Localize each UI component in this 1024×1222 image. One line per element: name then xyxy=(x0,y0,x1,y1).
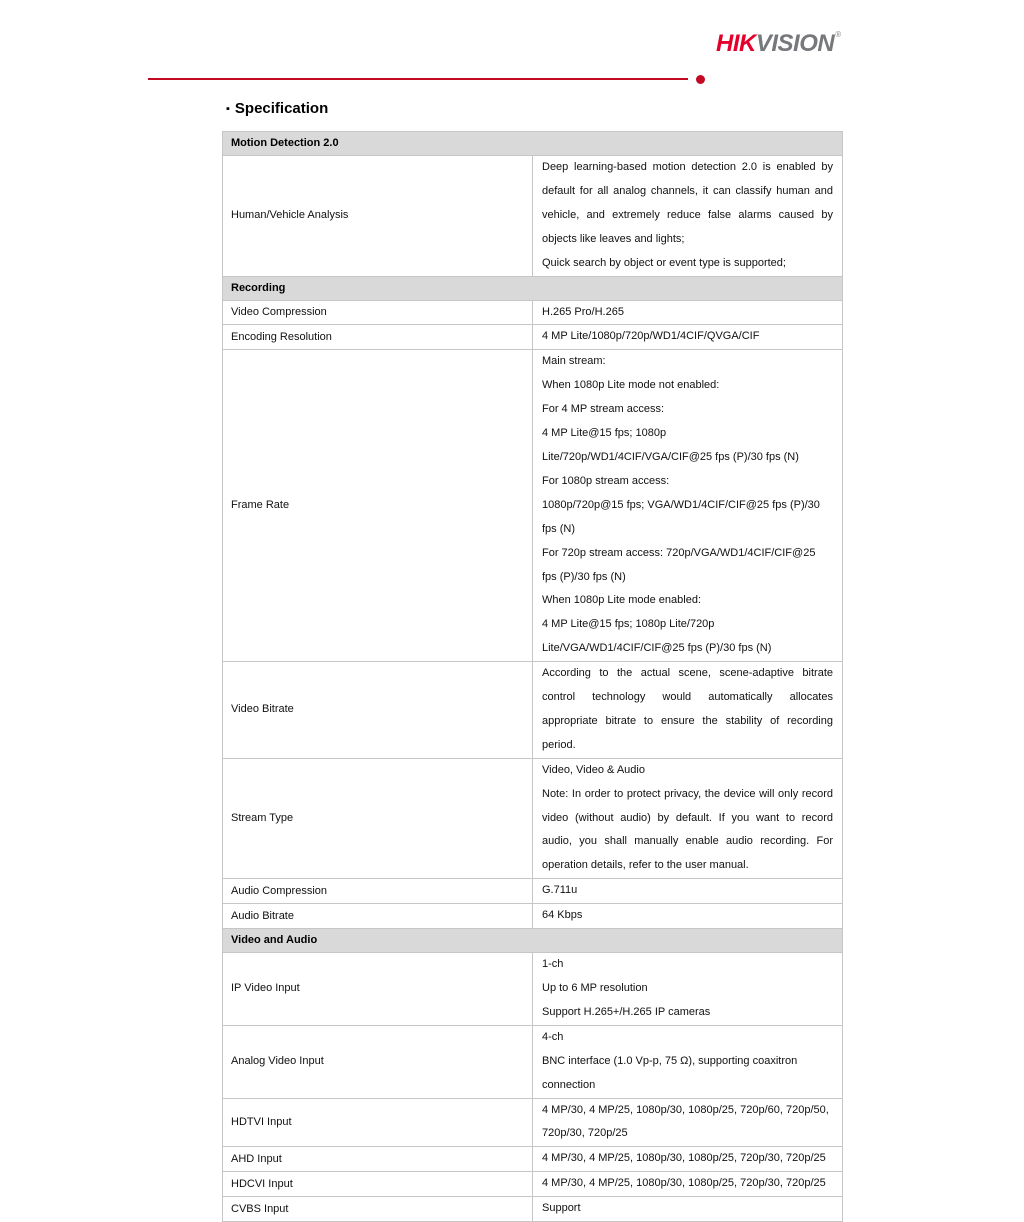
spec-label-cell: CVBS Input xyxy=(223,1197,533,1222)
header-rule-dot-icon xyxy=(696,75,705,84)
spec-value-line: Note: In order to protect privacy, the device will only record video (without audio) by default. If you want to record audio, you shall manually enable audio recording. For operation details, refer to the user manual. xyxy=(542,787,833,872)
spec-row xyxy=(223,1025,843,1098)
spec-value-cell xyxy=(533,904,843,929)
spec-value-cell xyxy=(533,1025,843,1098)
spec-value-cell xyxy=(533,758,843,879)
spec-value-line: Video, Video & Audio xyxy=(542,763,645,776)
spec-value-line: When 1080p Lite mode not enabled: xyxy=(542,379,720,392)
spec-value-line: Main stream: xyxy=(542,355,606,368)
spec-value-cell xyxy=(533,1172,843,1197)
spec-row xyxy=(223,953,843,1026)
spec-value-cell xyxy=(533,879,843,904)
spec-value-line: BNC interface (1.0 Vp-p, 75 Ω), supporting coaxitron connection xyxy=(542,1054,798,1091)
logo-vision-text: VISION xyxy=(755,30,835,57)
spec-value-cell xyxy=(533,1147,843,1172)
spec-value-line: Support xyxy=(542,1202,581,1215)
spec-row xyxy=(223,156,843,277)
spec-value-cell xyxy=(533,350,843,662)
section-header-label: Recording xyxy=(223,276,843,300)
spec-value-line: Deep learning-based motion detection 2.0 is enabled by default for all analog channels, it can classify human and vehicle, and extremely reduce false alarms caused by objects like leaves and lights; xyxy=(542,161,833,245)
spec-label-cell: Human/Vehicle Analysis xyxy=(223,156,533,277)
spec-value-cell xyxy=(533,662,843,759)
spec-label-cell: Audio Compression xyxy=(223,879,533,904)
spec-value-line: For 1080p stream access: xyxy=(542,474,670,487)
spec-value-line: 1080p/720p@15 fps; VGA/WD1/4CIF/CIF@25 fps (P)/30 fps (N) xyxy=(542,498,820,535)
spec-value-line: 64 Kbps xyxy=(542,909,583,922)
spec-label-cell: Frame Rate xyxy=(223,350,533,662)
spec-row xyxy=(223,350,843,662)
spec-value-line: 4 MP/30, 4 MP/25, 1080p/30, 1080p/25, 720p/30, 720p/25 xyxy=(542,1152,826,1165)
spec-value-line: Support H.265+/H.265 IP cameras xyxy=(542,1005,711,1018)
spec-label-cell: Video Compression xyxy=(223,300,533,325)
spec-value-line: Up to 6 MP resolution xyxy=(542,982,648,994)
spec-value-line: 4 MP Lite@15 fps; 1080p Lite/720p Lite/VGA/WD1/4CIF/CIF@25 fps (P)/30 fps (N) xyxy=(542,618,772,655)
spec-value-line: 1-ch xyxy=(542,958,564,971)
spec-label-cell: Video Bitrate xyxy=(223,662,533,759)
spec-row xyxy=(223,758,843,879)
spec-label-cell: IP Video Input xyxy=(223,953,533,1026)
spec-label-cell: HDTVI Input xyxy=(223,1098,533,1147)
spec-label-cell: AHD Input xyxy=(223,1147,533,1172)
spec-label-cell: Encoding Resolution xyxy=(223,325,533,350)
section-header-row xyxy=(223,276,843,300)
spec-row xyxy=(223,300,843,325)
title-bullet-icon: ▪ xyxy=(226,103,230,115)
spec-value-cell xyxy=(533,953,843,1026)
spec-value-line: H.265 Pro/H.265 xyxy=(542,305,624,318)
spec-value-line: 4-ch xyxy=(542,1030,564,1043)
spec-row xyxy=(223,1197,843,1222)
spec-table-body xyxy=(223,132,843,1222)
spec-row xyxy=(223,879,843,904)
registered-mark-icon: ® xyxy=(835,30,841,39)
spec-row xyxy=(223,1098,843,1147)
spec-value-cell xyxy=(533,156,843,277)
spec-value-line: When 1080p Lite mode enabled: xyxy=(542,594,702,607)
spec-row xyxy=(223,904,843,929)
spec-value-line: For 4 MP stream access: xyxy=(542,403,665,416)
section-header-label: Motion Detection 2.0 xyxy=(223,132,843,156)
logo-hik-text: HIK xyxy=(716,30,756,57)
spec-row xyxy=(223,1172,843,1197)
spec-value-line: According to the actual scene, scene-adaptive bitrate control technology would automatically allocates appropriate bitrate to ensure the stability of recording period. xyxy=(542,667,833,751)
hikvision-logo xyxy=(716,30,841,58)
page-title xyxy=(226,100,328,117)
section-header-row xyxy=(223,929,843,953)
spec-label-cell: Audio Bitrate xyxy=(223,904,533,929)
spec-value-line: For 720p stream access: 720p/VGA/WD1/4CIF/CIF@25 fps (P)/30 fps (N) xyxy=(542,546,816,583)
spec-value-cell xyxy=(533,1098,843,1147)
spec-label-cell: Stream Type xyxy=(223,758,533,879)
spec-label-cell: HDCVI Input xyxy=(223,1172,533,1197)
spec-value-line: G.711u xyxy=(542,884,578,897)
spec-row xyxy=(223,662,843,759)
section-header-label: Video and Audio xyxy=(223,929,843,953)
spec-value-cell xyxy=(533,1197,843,1222)
spec-row xyxy=(223,1147,843,1172)
section-header-row xyxy=(223,132,843,156)
spec-value-line: 4 MP/30, 4 MP/25, 1080p/30, 1080p/25, 720p/30, 720p/25 xyxy=(542,1177,826,1190)
spec-value-line: Quick search by object or event type is supported; xyxy=(542,256,786,269)
spec-value-line: 4 MP Lite@15 fps; 1080p Lite/720p/WD1/4CIF/VGA/CIF@25 fps (P)/30 fps (N) xyxy=(542,427,799,463)
page-title-text: Specification xyxy=(234,100,329,117)
spec-table-container xyxy=(222,131,843,1222)
spec-value-cell xyxy=(533,325,843,350)
spec-table xyxy=(222,131,843,1222)
spec-row xyxy=(223,325,843,350)
spec-label-cell: Analog Video Input xyxy=(223,1025,533,1098)
header-rule xyxy=(148,78,688,80)
spec-value-line: 4 MP/30, 4 MP/25, 1080p/30, 1080p/25, 720p/60, 720p/50, 720p/30, 720p/25 xyxy=(542,1103,829,1140)
spec-value-line: 4 MP Lite/1080p/720p/WD1/4CIF/QVGA/CIF xyxy=(542,330,760,343)
spec-value-cell xyxy=(533,300,843,325)
